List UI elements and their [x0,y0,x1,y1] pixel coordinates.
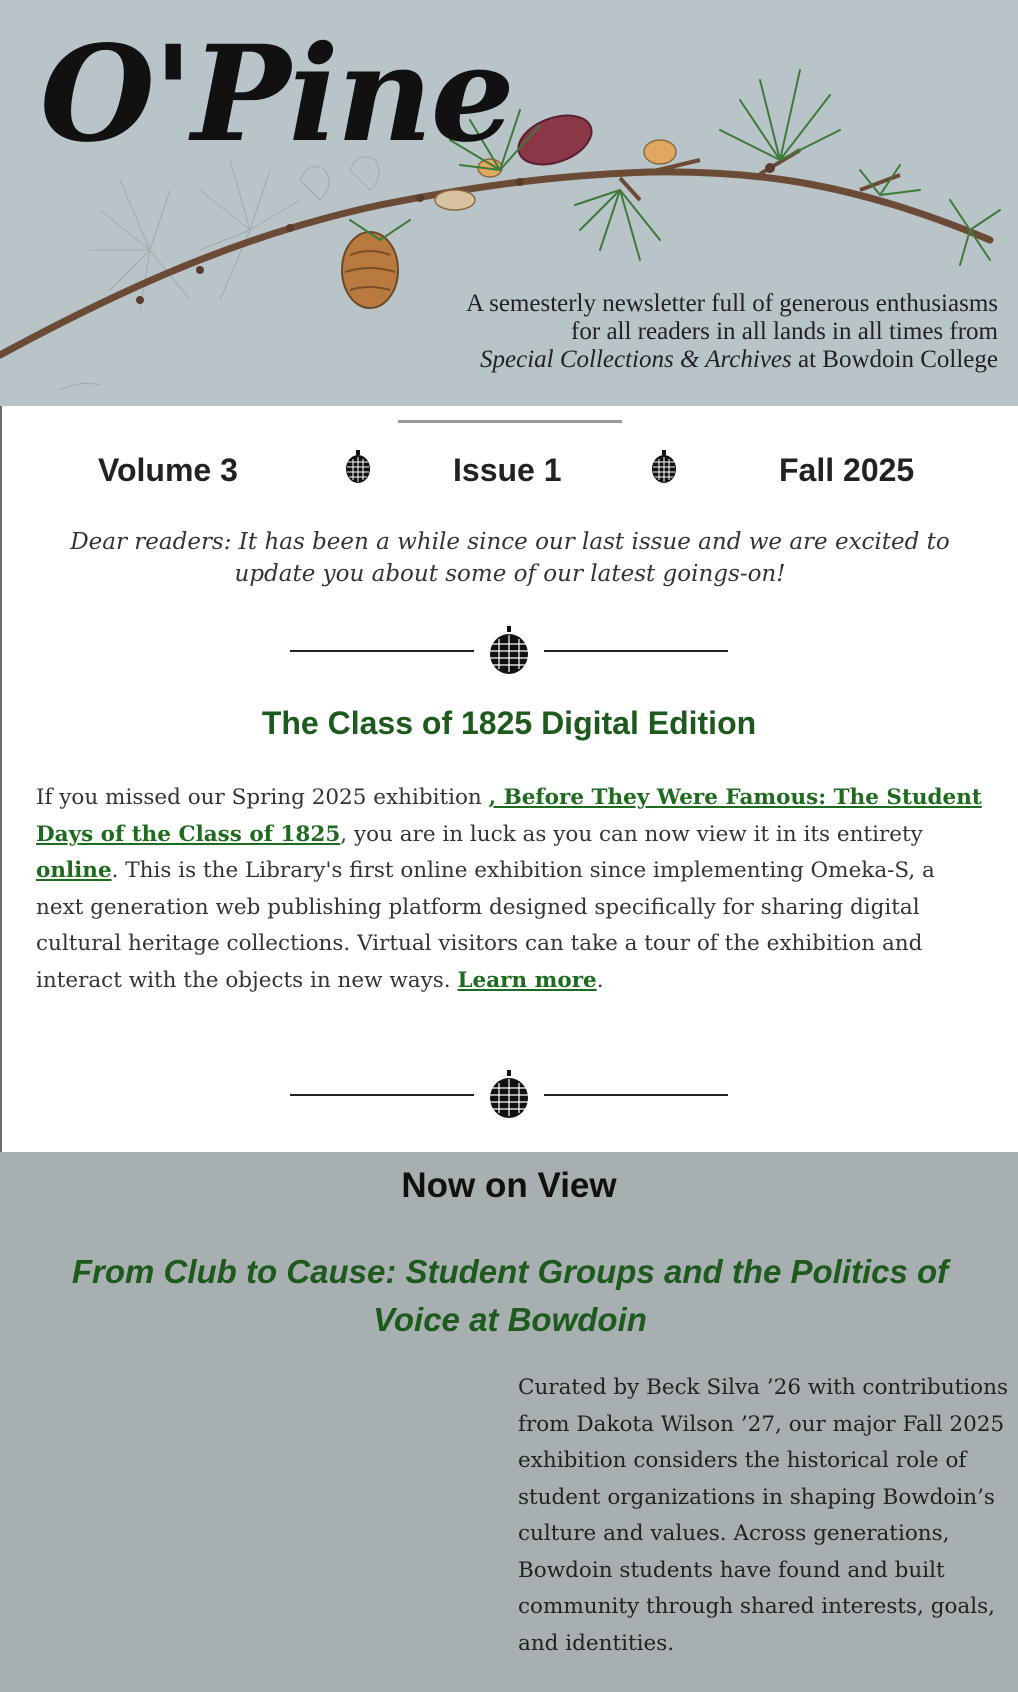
exhibition-description: Curated by Beck Silva ’26 with contributions from Dakota Wilson ’27, our major Fall 2025 exhibition considers the historical role of student organizations in shaping Bowdoin’s culture and values. Across generations, Bowdoin students have found and built community through shared interests, goals, and identities. [518,1375,1009,1656]
masthead-title: O'Pine [40,17,513,172]
section-separator [0,626,1018,676]
tagline-department: Special Collections & Archives [480,346,792,373]
header-divider [398,420,622,423]
feature-text: . This is the Library's first online exhibition since implementing Omeka-S, a next generation web publishing platform designed specifically for sharing digital cultural heritage collections. Virtual visitors can take a tour of the exhibition and interact with the objects in new ways. [36,858,935,993]
season-label: Fall 2025 [779,452,915,488]
online-link[interactable]: online [36,858,112,883]
separator-line [544,650,728,652]
exhibition-link[interactable]: , Before They Were Famous: The Student Days of the Class of 1825 [36,785,982,847]
tagline-line-2: for all readers in all lands in all times from [571,318,998,345]
now-on-view-heading: Now on View [401,1166,617,1205]
header-tagline [466,290,998,374]
intro-message: Dear readers: It has been a while since our last issue and we are excited to update you about some of our latest goings-on! [70,529,950,587]
newsletter-header [0,0,1018,406]
pine-cone-icon [650,450,678,484]
now-on-view-section [0,1152,1018,1692]
feature-title: The Class of 1825 Digital Edition [261,705,757,741]
pine-cone-icon [486,1070,532,1120]
issue-info-row [0,448,1018,498]
section-separator [0,1070,1018,1120]
feature-text: If you missed our Spring 2025 exhibition [36,785,489,810]
tagline-college: at Bowdoin College [791,346,998,373]
tagline-line-3 [466,346,998,374]
separator-line [544,1094,728,1096]
feature-text: , you are in luck as you can now view it in its entirety [340,821,923,847]
separator-line [290,650,474,652]
volume-label: Volume 3 [98,452,238,488]
exhibition-title: From Club to Cause: Student Groups and the Politics of Voice at Bowdoin [71,1253,949,1338]
learn-more-link[interactable]: Learn more [457,967,597,993]
feature-text: . [596,967,604,993]
feature-body [36,780,986,999]
separator-line [290,1094,474,1096]
tagline-line-1: A semesterly newsletter full of generous enthusiasms [466,290,998,317]
pine-cone-icon [486,626,532,676]
issue-label: Issue 1 [453,452,562,488]
pine-cone-icon [344,450,372,484]
